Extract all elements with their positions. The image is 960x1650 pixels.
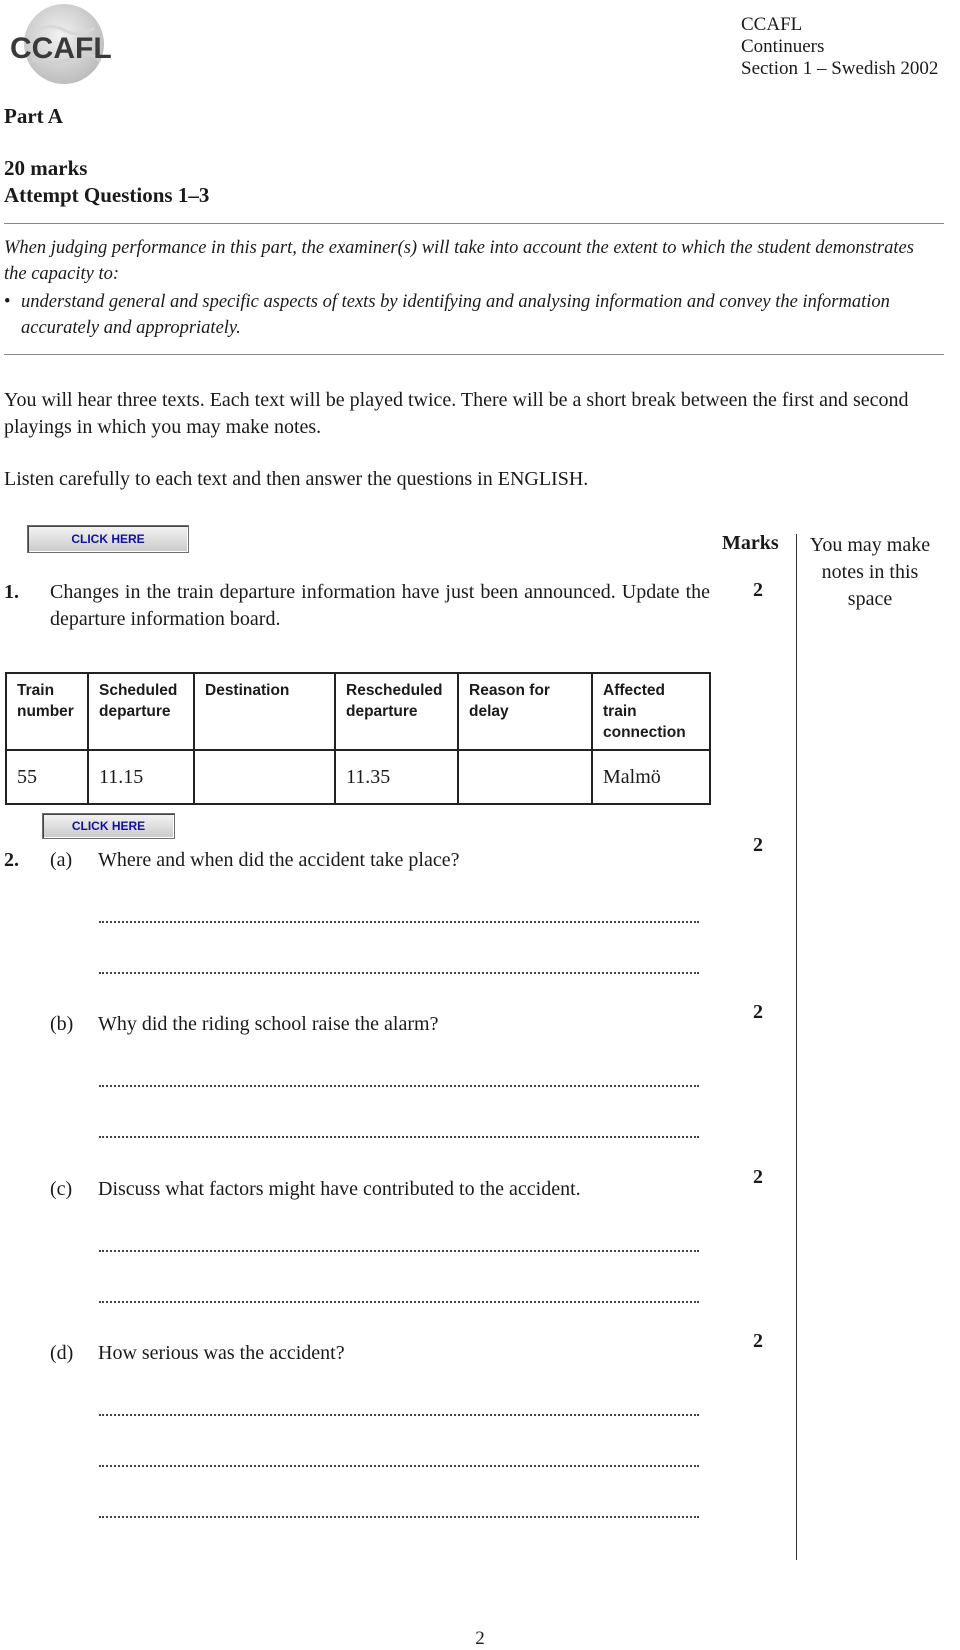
q2a-text: Where and when did the accident take place? — [98, 849, 460, 871]
q2d-label: (d) — [50, 1342, 74, 1364]
answer-line[interactable] — [99, 1414, 699, 1416]
answer-line[interactable] — [99, 921, 699, 923]
instructions-para-2: Listen carefully to each text and then answer the questions in ENGLISH. — [4, 468, 589, 490]
q2d-text: How serious was the accident? — [98, 1342, 345, 1364]
part-title: Part A — [4, 104, 63, 128]
header-train-number: Train number — [6, 673, 88, 750]
globe-logo-icon — [4, 2, 116, 88]
click-here-button-1[interactable]: CLICK HERE — [27, 525, 189, 553]
document-header — [741, 14, 938, 80]
table-row — [6, 750, 710, 804]
answer-line[interactable] — [99, 1516, 699, 1518]
criteria-bullet: understand general and specific aspects of texts by identifying and analysing information and convey the information accurately and appropriately. — [21, 292, 890, 338]
header-line-1: CCAFL — [741, 14, 803, 35]
table-header-row — [6, 673, 710, 750]
q2-number: 2. — [4, 849, 19, 871]
margin-vertical-line — [796, 534, 797, 1560]
criteria-intro: When judging performance in this part, the examiner(s) will take into account the extent to which the student demonstrates the capacity to: — [4, 238, 914, 284]
departure-board-table — [5, 672, 711, 805]
q2c-label: (c) — [50, 1178, 73, 1200]
answer-line[interactable] — [99, 1085, 699, 1087]
divider-top — [4, 223, 944, 224]
header-rescheduled-departure: Rescheduled departure — [335, 673, 458, 750]
q1-marks: 2 — [753, 579, 763, 601]
instructions-para-1: You will hear three texts. Each text will be played twice. There will be a short break between the first and second playings in which you may make notes. — [4, 389, 909, 438]
answer-line[interactable] — [99, 1301, 699, 1303]
answer-line[interactable] — [99, 1250, 699, 1252]
answer-line[interactable] — [99, 972, 699, 974]
logo-text: CCAFL — [10, 32, 112, 65]
q2b-text: Why did the riding school raise the alarm? — [98, 1013, 439, 1035]
q2a-marks: 2 — [753, 834, 763, 856]
header-affected-connection: Affected train connection — [592, 673, 710, 750]
header-line-2: Continuers — [741, 36, 825, 57]
header-reason-for-delay: Reason for delay — [458, 673, 592, 750]
ccafl-logo — [4, 2, 116, 88]
notes-label: You may make notes in this space — [809, 534, 931, 610]
q2b-marks: 2 — [753, 1001, 763, 1023]
criteria-bullet-symbol: • — [4, 292, 11, 312]
divider-bottom — [4, 354, 944, 355]
cell-train-number: 55 — [6, 750, 88, 804]
cell-rescheduled-departure: 11.35 — [335, 750, 458, 804]
q2b-label: (b) — [50, 1013, 74, 1035]
header-line-3: Section 1 – Swedish 2002 — [741, 58, 939, 79]
q2c-marks: 2 — [753, 1166, 763, 1188]
answer-line[interactable] — [99, 1136, 699, 1138]
page-number: 2 — [475, 1628, 485, 1649]
q2a-label: (a) — [50, 849, 73, 871]
q2d-marks: 2 — [753, 1330, 763, 1352]
q1-text: Changes in the train departure information have just been announced. Update the departure information board. — [50, 581, 710, 630]
cell-scheduled-departure: 11.15 — [88, 750, 194, 804]
part-marks: 20 marks — [4, 156, 88, 180]
cell-reason-for-delay[interactable] — [458, 750, 592, 804]
header-scheduled-departure: Scheduled departure — [88, 673, 194, 750]
marks-label: Marks — [722, 532, 779, 554]
part-attempt: Attempt Questions 1–3 — [4, 183, 210, 207]
q1-number: 1. — [4, 581, 19, 603]
cell-destination[interactable] — [194, 750, 335, 804]
answer-line[interactable] — [99, 1465, 699, 1467]
cell-affected-connection: Malmö — [592, 750, 710, 804]
q2c-text: Discuss what factors might have contributed to the accident. — [98, 1178, 581, 1200]
header-destination: Destination — [194, 673, 335, 750]
click-here-button-2[interactable]: CLICK HERE — [42, 813, 175, 839]
